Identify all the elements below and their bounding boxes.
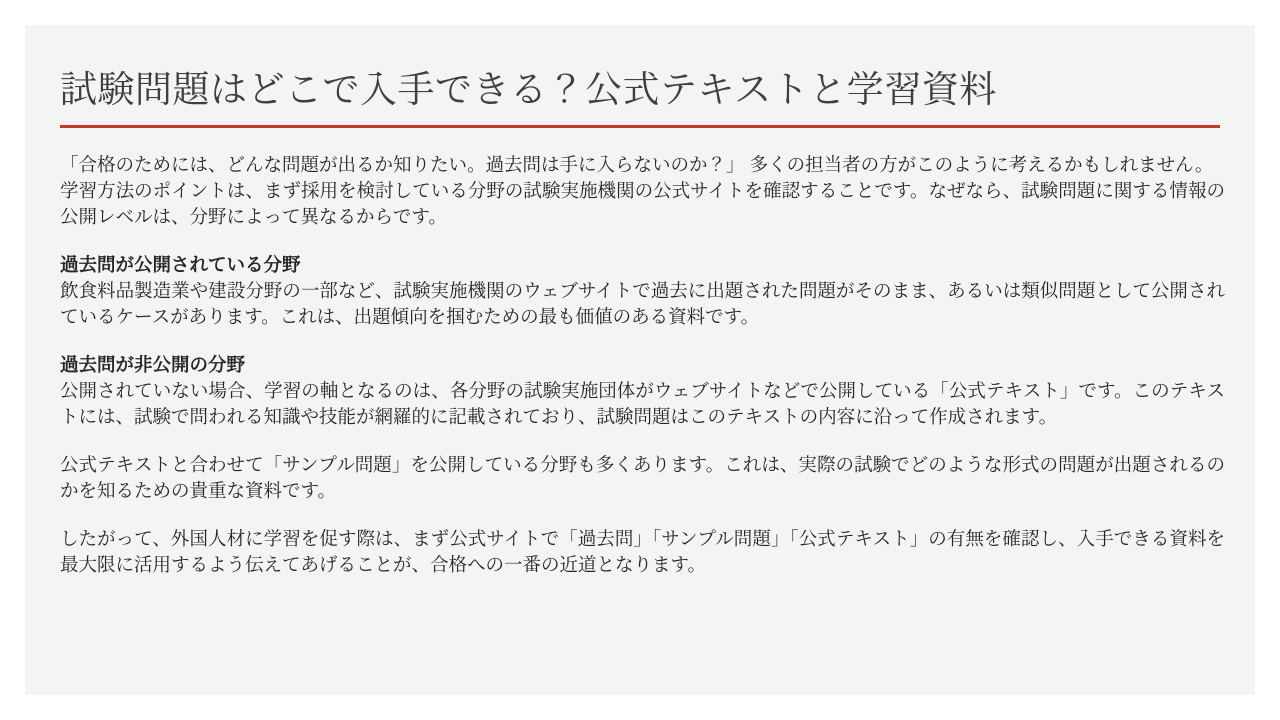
spacer-4 xyxy=(60,504,1225,526)
slide-body xyxy=(60,152,1225,578)
spacer-2 xyxy=(60,330,1225,352)
paragraph-sample-questions: 公式テキストと合わせて「サンプル問題」を公開している分野も多くあります。これは、実際の試験でどのような形式の問題が出題されるのかを知るための貴重な資料です。 xyxy=(60,454,1225,501)
paragraph-intro-2: 学習方法のポイントは、まず採用を検討している分野の試験実施機関の公式サイトを確認することです。なぜなら、試験問題に関する情報の公開レベルは、分野によって異なるからです。 xyxy=(60,180,1225,227)
paragraph-intro: 「合格のためには、どんな問題が出るか知りたい。過去問は手に入らないのか？」 多くの担当者の方がこのように考えるかもしれません。 xyxy=(60,154,1214,175)
spacer-1 xyxy=(60,230,1225,252)
paragraph-conclusion: したがって、外国人材に学習を促す際は、まず公式サイトで「過去問」「サンプル問題」「公式テキスト」の有無を確認し、入手できる資料を最大限に活用するよう伝えてあげることが、合格への一番の近道となります。 xyxy=(60,528,1225,575)
section-heading-private: 過去問が非公開の分野 xyxy=(60,354,246,375)
page-title: 試験問題はどこで入手できる？公式テキストと学習資料 xyxy=(60,69,997,110)
slide-canvas xyxy=(25,25,1255,695)
paragraph-public: 飲食料品製造業や建設分野の一部など、試験実施機関のウェブサイトで過去に出題された問題がそのまま、あるいは類似問題として公開されているケースがあります。これは、出題傾向を掴むための最も価値のある資料です。 xyxy=(60,280,1225,327)
paragraph-private: 公開されていない場合、学習の軸となるのは、各分野の試験実施団体がウェブサイトなどで公開している「公式テキスト」です。このテキストには、試験で問われる知識や技能が網羅的に記載されており、試験問題はこのテキストの内容に沿って作成されます。 xyxy=(60,380,1225,427)
title-divider xyxy=(60,125,1220,128)
spacer-3 xyxy=(60,430,1225,452)
section-heading-public: 過去問が公開されている分野 xyxy=(60,254,301,275)
